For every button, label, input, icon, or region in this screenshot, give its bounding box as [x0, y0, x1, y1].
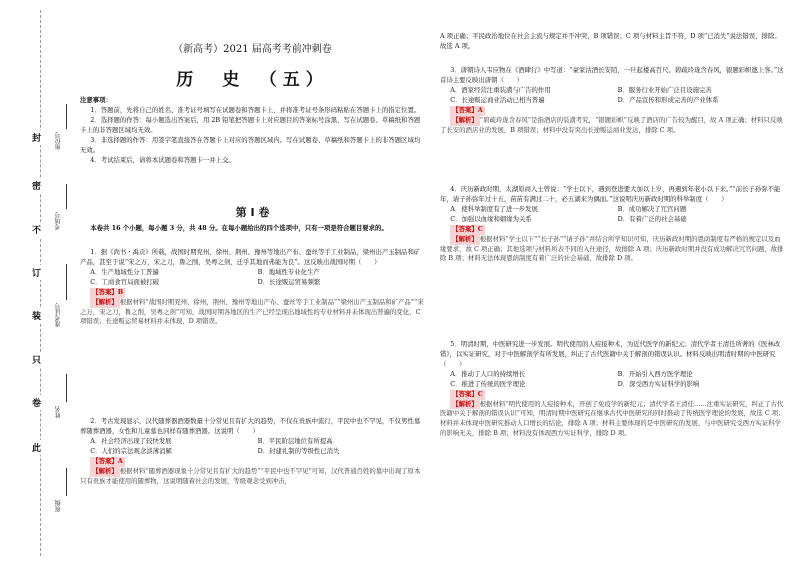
exam-room-field: 考场号: [55, 212, 62, 230]
analysis-text: “碧疏玲珑含春风”是指酒店的装潢考究，“银题彩帜”反映了酒店的广告较为醒目，故 A 项正确；材料只反映了长安的酒店业的发展，B 项错误；材料中没有突出长途贩运商业发达，排除 C 项。: [440, 115, 783, 134]
section-instructions: 本卷共 16 个小题，每小题 3 分，共 48 分。在每小题给出的四个选项中，只有一项是符合题目要求的。: [90, 224, 388, 232]
class-line[interactable]: [66, 468, 67, 496]
option-b: B．服务行业开始广泛且设施完善: [617, 85, 712, 94]
option-a: A．酒家经营注重装潢与广告的作用: [450, 85, 551, 94]
exam-room-line[interactable]: [66, 184, 67, 209]
analysis-tag: 【解析】: [92, 466, 118, 475]
analysis-text: 根据材料“学士以下”“长子孙”“请子孙”并结合所学知识可知，庆历新政时期的恩荫制度有严格的规定以及血缘要求，故 C 项正确；其他选项与材料所表不同的入仕途径，故排除 A 项；庆历新政时期并没有成功解决冗官问题，故排除 B 项；材料无法体现恩荫制度有着广泛的社会基础，故排除 D 项。: [440, 234, 784, 263]
question-5: [440, 340, 785, 439]
notice-item: 2．选择题的作答：每小题选出答案后，用 2B 铅笔把答题卡上对应题目的答案标号涂黑，写在试题卷、草稿纸和答题卡上的非答题区域均无效。: [80, 115, 421, 134]
question-options: [80, 268, 425, 288]
binding-gutter: [0, 0, 80, 562]
option-b: B．成功解决了冗官问题: [617, 204, 687, 213]
question-2-continued: A 项正确；平民政治地位在社会主流与规定并不冲突，B 项错误；C 项与材料主旨不符，D 项“已消失”说法错误，排除。故选 A 项。: [440, 32, 781, 50]
seat-number-field: 座位号: [55, 132, 62, 150]
option-c: C．推进了传统的医学理论: [450, 379, 526, 388]
question-3: [440, 66, 785, 135]
question-options: [440, 370, 785, 390]
option-c: C．人们的宗法观念淡薄消解: [90, 446, 172, 455]
option-a: A．生产地域性分工普遍: [90, 267, 159, 276]
option-a: A．社会经济出现了较快发展: [90, 436, 172, 445]
notice-item: 1．答题前，先将自己的姓名、准考证号填写在试题卷和答题卡上，并将准考证号条形码粘贴在答题卡上的指定位置。: [90, 105, 421, 114]
notice-item: 3．非选择题的作答：用签字笔直接答在答题卡上对应的答题区域内。写在试题卷、草稿纸和答题卡上的非答题区域均无效。: [80, 135, 421, 154]
option-b: B．开始引入西方医学理论: [617, 369, 693, 378]
name-field: 姓名: [55, 406, 62, 418]
class-field: 班级: [55, 500, 62, 512]
seal-mark: 封: [32, 130, 41, 145]
question-stem: 1．据《尚书・禹贡》所载，战国时期兖州、徐州、荆州、豫州等地出产布、蚕丝等手工业制品，梁州出产玉制品和矿产品，甚至于说“宋之万，宋之刀，鲁之削，吴粤之剑，迁乎其地而弗能为良”。这反映出战国时期（ ）: [80, 248, 421, 266]
admission-number-line[interactable]: [66, 264, 67, 300]
exam-title: 历 史 （五）: [176, 70, 329, 90]
option-c: C．加强以血缘和姻缘为关系: [450, 214, 532, 223]
notice-block: [80, 96, 425, 165]
question-2: [80, 417, 425, 486]
exam-subtitle: （新高考）2021 届高考考前冲刺卷: [173, 44, 332, 55]
notice-heading: 注意事项：: [80, 96, 112, 104]
admission-number-field: 准考证号: [55, 303, 62, 327]
seal-line: [40, 10, 41, 556]
seal-mark: 装: [32, 308, 41, 323]
option-a: A．推动了人口的持续增长: [450, 369, 526, 378]
option-b: B．地域性专业化生产: [257, 267, 320, 276]
analysis-tag: 【解析】: [452, 234, 478, 243]
option-b: B．平民阶层地位有所提高: [257, 436, 333, 445]
notice-item: 4．考试结束后，请将本试题卷和答题卡一并上交。: [90, 155, 235, 164]
option-c: C．工商食官局面被打破: [90, 277, 160, 286]
analysis-text: 根据材料“明代使用的人痘接种术，开创了免疫学的新纪元；清代学者王清任……注重实证研究，纠正了古代医籍中关于解剖的错误认识”可知，明清时期中医研究在继承古代中医研究的同时推动了传统医学理论的发展，故选 C 项；材料并未体现中医研究推动人口增长的结论，排除 A 项；材料主要体现的是中医研究的发展，与中医研究受西方实证科学的影响无关，排除 B 项；材料没有体现西方实证科学，排除 D 项。: [440, 399, 785, 438]
seat-number-line[interactable]: [66, 104, 67, 129]
answer-tag: 【答案】C: [452, 224, 483, 233]
seal-mark: 只: [32, 352, 41, 367]
analysis-tag: 【解析】: [452, 399, 478, 408]
question-stem: 2．考古发现显示，汉代随葬器酒器数量十分常见且有扩大的趋势，不仅在贵族中流行，平民中也不罕见，不仅男性墓葬随葬酒器，女性和儿童墓也同样有随葬酒器。这说明（ ）: [80, 417, 421, 435]
name-line[interactable]: [66, 374, 67, 402]
analysis-tag: 【解析】: [452, 115, 478, 124]
answer-tag: 【答案】C: [452, 389, 483, 398]
section-title: 第 I 卷: [235, 206, 270, 219]
option-d: D．有着广泛的社会基础: [617, 214, 687, 223]
option-c: C．长途贩运商业活动已相当普遍: [450, 95, 545, 104]
question-stem: 4．庆历新政时期，太湖原商人士曾说：“学士以下，遇到登进要大加以上岁，再遇到年老小以下来。”“前长子孙弥不能年，请子孙弥年过十五，苗苗有满过二十，必五湖来为偶而。”这说明庆历新政时期的科举制度（ ）: [440, 185, 781, 203]
analysis-text: 根据材料“战国时期兖州、徐州、荆州、豫州等地出产布、蚕丝等手工业制品”“梁州出产玉制品和矿产品”“宋之万，宋之刀，鲁之削，吴粤之剑”可知，战国时期各地区的生产已经呈现出地域性的专业材料并未体现出普遍的变化，C 项错误；长途贩运贸易材料并未体现，D 项错误。: [80, 297, 424, 326]
analysis-tag: 【解析】: [92, 297, 118, 306]
seal-mark: 密: [32, 178, 41, 193]
answer-tag: 【答案】A: [452, 105, 483, 114]
option-d: D．封建礼制的等级性已消失: [257, 446, 340, 455]
seal-mark: 不: [32, 222, 41, 237]
seal-mark: 此: [32, 440, 41, 455]
question-1: [80, 248, 425, 327]
answer-tag: 【答案】B: [92, 287, 124, 296]
seal-mark: 卷: [32, 395, 41, 410]
question-4: [440, 185, 785, 264]
question-stem: 3．唐朝诗人韦应物在《酒肆行》中写道：“豪家沽酒长安陌，一旦起楼高百尺。碧疏玲珑含春风，银题彩帜邀上客。”这首诗主要反映出唐朝（ ）: [440, 66, 784, 84]
option-d: D．长途贩运贸易频繁: [257, 277, 321, 286]
question-options: [440, 86, 785, 106]
option-d: D．深受西方实证科学的影响: [617, 379, 700, 388]
question-stem: 5．明清时期，中医研究进一步发展。明代使用的人痘接种术，为近代医学的新纪元；清代学者王清任所著的《医林改错》，以实证研究，对于中医解剖学有所发展，纠正了古代医籍中关于解剖的错误认识。材料反映出明清时期的中医研究（ ）: [440, 340, 781, 368]
analysis-text: 根据材料“随葬酒器现象十分常见且有扩大的趋势”“平民中也不罕见”可知，汉代普通百姓的墓中出现了原本只有贵族才能使用的随葬物，这说明随着社会的发展，等级观念受到冲击，: [80, 466, 421, 485]
answer-tag: 【答案】A: [92, 456, 123, 465]
option-a: A．使科举制度有了进一步发展: [450, 204, 538, 213]
seal-mark: 订: [32, 265, 41, 280]
question-options: [440, 205, 785, 225]
option-d: D．产品宣传和形成完善的产业体系: [617, 95, 719, 104]
question-options: [80, 437, 425, 457]
